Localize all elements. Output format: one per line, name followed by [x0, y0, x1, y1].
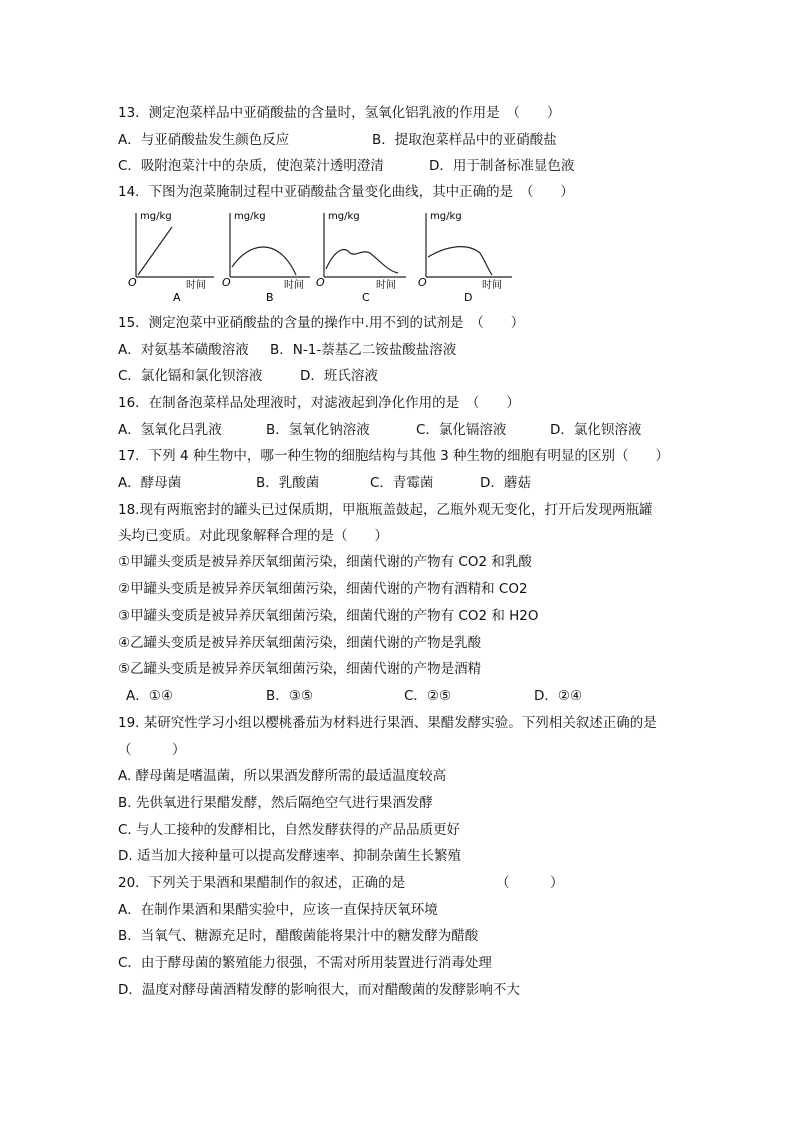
q14-graphs: [118, 205, 518, 305]
q17-option-c: C．青霉菌: [370, 475, 434, 491]
q18-statement-4: ④乙罐头变质是被异养厌氧细菌污染，细菌代谢的产物是乳酸: [118, 635, 482, 651]
graph-c-origin: O: [316, 276, 325, 289]
q18-stem-line1: 18.现有两瓶密封的罐头已过保质期，甲瓶瓶盖鼓起，乙瓶外观无变化，打开后发现两瓶罐: [118, 502, 653, 518]
graph-c-y-label: mg/kg: [328, 211, 360, 222]
graph-b-origin: O: [222, 276, 231, 289]
q17-option-d: D．蘑菇: [480, 475, 531, 491]
q19-option-d: D. 适当加大接种量可以提高发酵速率、抑制杂菌生长繁殖: [118, 848, 461, 864]
q18-statement-2: ②甲罐头变质是被异养厌氧细菌污染，细菌代谢的产物有酒精和 CO2: [118, 581, 528, 597]
graph-b-y-label: mg/kg: [234, 211, 266, 222]
q19-option-a: A. 酵母菌是嗜温菌，所以果酒发酵所需的最适温度较高: [118, 768, 447, 784]
graph-d: [418, 211, 512, 304]
graph-b-curve: [232, 247, 296, 275]
graph-b-letter: B: [266, 291, 274, 304]
q19-stem-line2: （ ）: [118, 742, 186, 758]
q19-option-b: B. 先供氧进行果醋发酵，然后隔绝空气进行果酒发酵: [118, 795, 433, 811]
q18-option-a: A．①④: [126, 688, 173, 704]
q15-option-d: D．班氏溶液: [300, 368, 378, 384]
q15-option-c: C．氯化镉和氯化钡溶液: [118, 368, 263, 384]
graph-c-x-label: 时间: [376, 280, 396, 291]
q20-answer-paren: （ ）: [496, 875, 564, 891]
graph-d-letter: D: [464, 291, 473, 304]
q18-option-b: B．③⑤: [266, 688, 313, 704]
graph-b: [222, 211, 310, 304]
q20-option-d: D．温度对酵母菌酒精发酵的影响很大，而对醋酸菌的发酵影响不大: [118, 982, 520, 998]
graph-a-x-label: 时间: [186, 280, 206, 291]
q19-stem-line1: 19. 某研究性学习小组以樱桃番茄为材料进行果酒、果醋发酵实验。下列相关叙述正确的是: [118, 715, 657, 731]
graph-b-x-label: 时间: [284, 280, 304, 291]
q16-option-b: B．氢氧化钠溶液: [266, 422, 370, 438]
q18-statement-3: ③甲罐头变质是被异养厌氧细菌污染，细菌代谢的产物有 CO2 和 H2O: [118, 608, 539, 624]
graph-c-curve: [326, 250, 398, 273]
q13-option-b: B．提取泡菜样品中的亚硝酸盐: [372, 132, 557, 148]
q20-option-a: A．在制作果酒和果醋实验中，应该一直保持厌氧环境: [118, 902, 438, 918]
graph-d-curve: [428, 247, 492, 275]
graph-d-x-label: 时间: [482, 280, 502, 291]
graph-a-origin: O: [128, 276, 137, 289]
graph-c-letter: C: [362, 291, 370, 304]
graph-d-y-label: mg/kg: [430, 211, 462, 222]
q14-stem: 14．下图为泡菜腌制过程中亚硝酸盐含量变化曲线，其中正确的是 （ ）: [118, 184, 574, 200]
q16-option-c: C．氯化镉溶液: [416, 422, 507, 438]
q14-graph-figure: [118, 205, 518, 305]
q17-option-b: B．乳酸菌: [256, 475, 320, 491]
q20-stem: 20．下列关于果酒和果醋制作的叙述，正确的是: [118, 875, 406, 891]
q13-option-a: A．与亚硝酸盐发生颜色反应: [118, 132, 290, 148]
graph-a-curve: [138, 227, 172, 275]
q18-option-d: D．②④: [534, 688, 583, 704]
q17-stem: 17．下列 4 种生物中，哪一种生物的细胞结构与其他 3 种生物的细胞有明显的区别（ ）: [118, 448, 670, 464]
q13-option-d: D．用于制备标准显色液: [429, 158, 575, 174]
graph-a: [128, 211, 214, 304]
graph-a-letter: A: [173, 291, 181, 304]
q13-option-c: C．吸附泡菜汁中的杂质，使泡菜汁透明澄清: [118, 158, 384, 174]
graph-a-y-label: mg/kg: [140, 211, 172, 222]
q20-option-c: C．由于酵母菌的繁殖能力很强，不需对所用装置进行消毒处理: [118, 955, 492, 971]
q16-stem: 16．在制备泡菜样品处理液时，对滤液起到净化作用的是 （ ）: [118, 395, 520, 411]
q18-stem-line2: 头均已变质。对此现象解释合理的是（ ）: [118, 528, 388, 544]
q15-option-a: A．对氨基苯磺酸溶液: [118, 342, 249, 358]
graph-d-origin: O: [418, 276, 427, 289]
graph-c: [316, 211, 406, 304]
q16-option-a: A．氢氧化吕乳液: [118, 422, 222, 438]
q15-option-b: B．N-1-萘基乙二铵盐酸盐溶液: [270, 342, 457, 358]
q18-statement-1: ①甲罐头变质是被异养厌氧细菌污染，细菌代谢的产物有 CO2 和乳酸: [118, 554, 532, 570]
q18-option-c: C．②⑤: [404, 688, 452, 704]
q15-stem: 15．测定泡菜中亚硝酸盐的含量的操作中.用不到的试剂是 （ ）: [118, 315, 525, 331]
q20-option-b: B．当氧气、糖源充足时，醋酸菌能将果汁中的糖发酵为醋酸: [118, 928, 479, 944]
q18-statement-5: ⑤乙罐头变质是被异养厌氧细菌污染，细菌代谢的产物是酒精: [118, 661, 482, 677]
q19-option-c: C. 与人工接种的发酵相比，自然发酵获得的产品品质更好: [118, 822, 461, 838]
q17-option-a: A．酵母菌: [118, 475, 182, 491]
q16-option-d: D．氯化钡溶液: [550, 422, 642, 438]
q13-stem: 13．测定泡菜样品中亚硝酸盐的含量时，氢氧化铝乳液的作用是 （ ）: [118, 105, 561, 121]
